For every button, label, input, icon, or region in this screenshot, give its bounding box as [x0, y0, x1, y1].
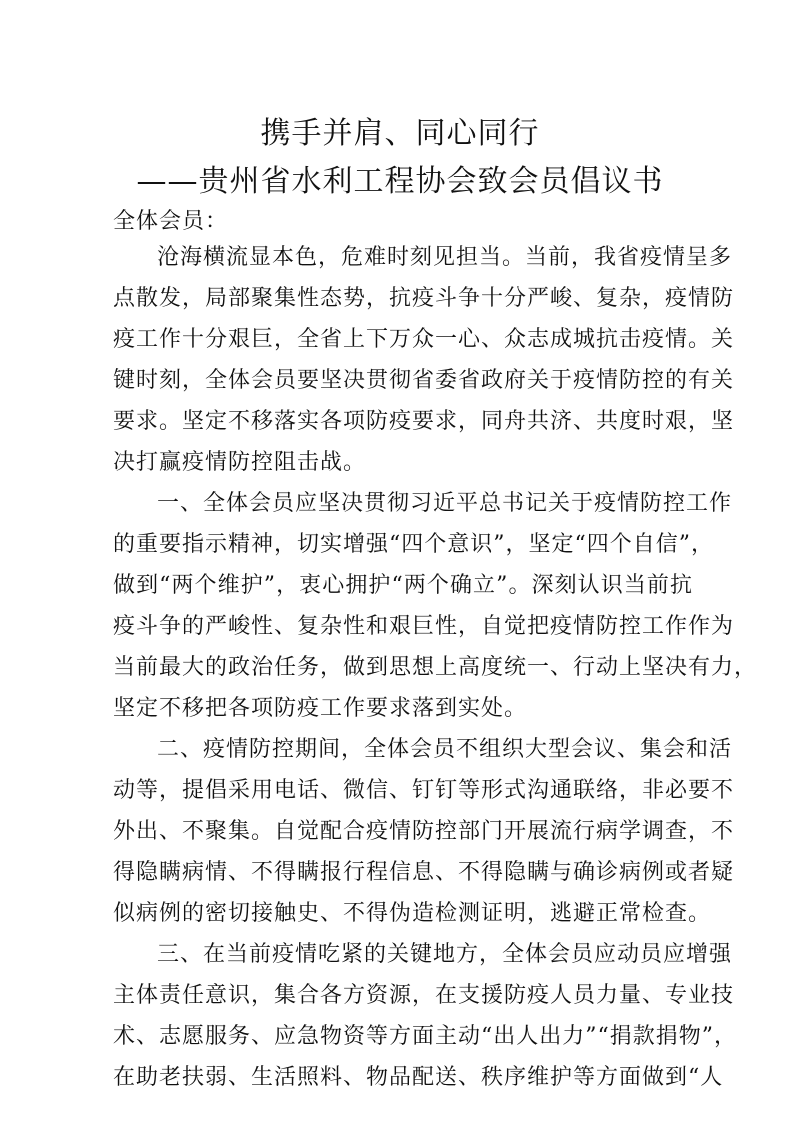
paragraph [113, 729, 735, 934]
text-line: 二、疫情防控期间，全体会员不组织大型会议、集会和活 [157, 737, 733, 762]
text-line: 疫斗争的严峻性、复杂性和艰巨性，自觉把疫情防控工作作为 [113, 614, 735, 639]
document-subtitle: ——贵州省水利工程协会致会员倡议书 [136, 164, 664, 199]
text-line: 沧海横流显本色，危难时刻见担当。当前，我省疫情呈多 [157, 245, 733, 270]
paragraph [113, 237, 735, 483]
document-body [113, 237, 758, 1098]
text-line: 外出、不聚集。自觉配合疫情防控部门开展流行病学调查，不 [113, 819, 735, 844]
text-line: 三、在当前疫情吃紧的关键地方，全体会员应动员应增强 [157, 942, 733, 967]
text-line: 坚定不移把各项防疫工作要求落到实处。 [113, 696, 528, 721]
text-line: 动等，提倡采用电话、微信、钉钉等形式沟通联络，非必要不 [113, 778, 735, 803]
text-line: 决打赢疫情防控阻击战。 [113, 450, 367, 475]
text-line: 键时刻，全体会员要坚决贯彻省委省政府关于疫情防控的有关 [113, 368, 735, 393]
text-line: 做到“两个维护”，衷心拥护“两个确立”。深刻认识当前抗 [113, 573, 693, 598]
text-line: 术、志愿服务、应急物资等方面主动“出人出力”“捐款捐物”， [113, 1024, 737, 1049]
paragraph [113, 934, 737, 1098]
text-line: 似病例的密切接触史、不得伪造检测证明，逃避正常检查。 [113, 901, 712, 926]
salutation: 全体会员： [113, 209, 229, 234]
text-line: 得隐瞒病情、不得瞒报行程信息、不得隐瞒与确诊病例或者疑 [113, 860, 735, 885]
paragraph [113, 483, 758, 729]
text-line: 一、全体会员应坚决贯彻习近平总书记关于疫情防控工作 [157, 491, 733, 516]
document-title: 携手并肩、同心同行 [260, 116, 540, 151]
text-line: 在助老扶弱、生活照料、物品配送、秩序维护等方面做到“人 [113, 1065, 724, 1090]
text-line: 当前最大的政治任务，做到思想上高度统一、行动上坚决有力， [113, 655, 758, 680]
text-line: 点散发，局部聚集性态势，抗疫斗争十分严峻、复杂，疫情防 [113, 286, 735, 311]
text-line: 的重要指示精神，切实增强“四个意识”，坚定“四个自信”， [113, 532, 714, 557]
text-line: 主体责任意识，集合各方资源，在支援防疫人员力量、专业技 [113, 983, 735, 1008]
text-line: 疫工作十分艰巨，全省上下万众一心、众志成城抗击疫情。关 [113, 327, 735, 352]
text-line: 要求。坚定不移落实各项防疫要求，同舟共济、共度时艰，坚 [113, 409, 735, 434]
